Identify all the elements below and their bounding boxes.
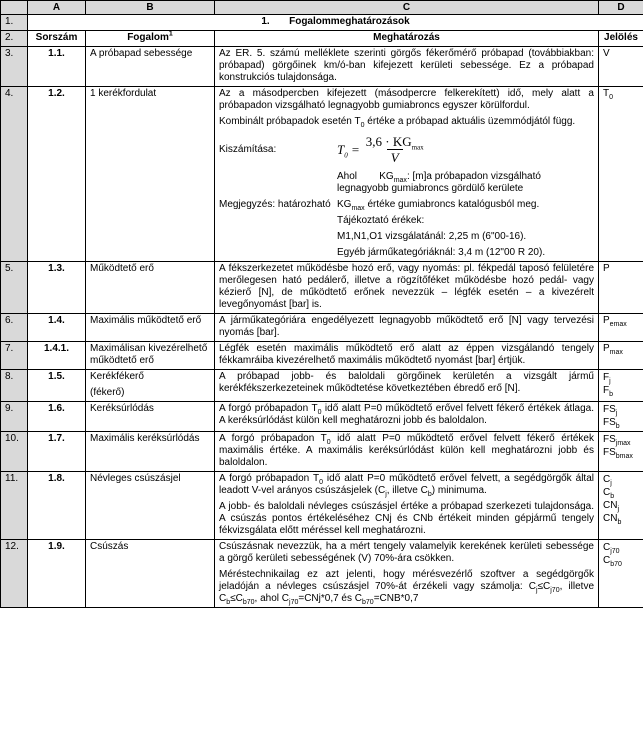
term-line: (fékerő) — [90, 387, 125, 398]
spacer — [219, 171, 337, 195]
text-run: T — [337, 141, 345, 157]
definition-paragraph — [219, 473, 594, 497]
item-number: 1.6. — [28, 402, 86, 432]
subscript: j — [609, 378, 611, 385]
subscript: b — [615, 423, 620, 430]
text-run: A forgó próbapadon T — [219, 403, 318, 414]
text-run: ) minimuma. — [431, 485, 487, 496]
subscript: j — [615, 410, 618, 417]
definition-paragraph: A jobb- és baloldali névleges csúszásjel értéke a próbapad szerkezeti tulajdonsága. A csúszás pontos értékeléséhez CNj és CNb értékeit minden gépjármű tengely fékvizsgálata előtt méréssel kell meghatározni. — [219, 501, 594, 536]
note-text — [337, 199, 594, 211]
symbol — [599, 314, 643, 342]
row-number: 9. — [1, 402, 28, 432]
header-fogalom-label: Fogalom — [127, 32, 169, 43]
text-run: F — [603, 372, 610, 383]
row-number: 2. — [1, 31, 28, 47]
info-line: M1,N1,O1 vizsgálatánál: 2,25 m (6"00-16). — [337, 231, 527, 242]
subscript: j70 — [289, 599, 299, 606]
symbol-line — [603, 433, 639, 446]
info-text — [337, 215, 594, 259]
table-row — [1, 472, 643, 540]
info-block — [219, 215, 594, 259]
text-run: , illetve C — [386, 485, 428, 496]
symbol-line — [603, 541, 639, 554]
subscript: max — [393, 177, 407, 184]
text-run: Méréstechnikailag ez azt jelenti, hogy mérésvezérlő szoftver a segédgörgők jeladóján a névleges csúszásjel 70%-át érzékeli vagy számolja: C — [219, 569, 594, 592]
text-run: FS — [603, 434, 616, 445]
symbol — [599, 87, 643, 262]
term: Csúszás — [86, 540, 215, 608]
text-run: KG — [379, 171, 394, 182]
row-number: 11. — [1, 472, 28, 540]
formula-denominator: V — [387, 149, 403, 165]
corner-cell — [1, 1, 28, 15]
text-run: C — [603, 542, 611, 553]
row-number: 1. — [1, 15, 28, 31]
text-run: ≤C — [230, 593, 243, 604]
definition: Az ER. 5. számú melléklete szerinti görgős fékerőmérő próbapad (továbbiakban: próbapad) görgőinek km/ó-ban kifejezett kerületi sebessége. Ez a próbapad konstrukciós tulajdonsága. — [215, 47, 599, 87]
subscript: j — [617, 506, 620, 513]
term: A próbapad sebessége — [86, 47, 215, 87]
subscript: b70 — [242, 599, 255, 606]
where-text — [337, 171, 594, 195]
term-line: Kerékfékerő — [90, 371, 144, 382]
symbol-line — [603, 499, 639, 512]
symbol-line — [603, 473, 639, 486]
text-run: P — [603, 315, 610, 326]
subscript: emax — [609, 321, 627, 328]
column-letter-d: D — [599, 1, 643, 15]
text-run: =CNj*0,7 és C — [298, 593, 362, 604]
formula-fraction — [366, 134, 424, 165]
text-run: FS — [603, 404, 616, 415]
definition: Légfék esetén maximális működtető erő alatt az éppen vizsgálandó tengely fékkamráiba kivezérelhető maximális működtető nyomást [bar] értjük. — [215, 342, 599, 370]
item-number: 1.7. — [28, 432, 86, 472]
subscript: 0 — [344, 151, 348, 160]
section-title-row — [1, 15, 643, 31]
table-row — [1, 402, 643, 432]
text-run: : [m]a próbapadon vizsgálható legnagyobb gumiabroncs gördülő kerülete — [337, 171, 541, 194]
text-run: , ahol C — [254, 593, 290, 604]
subscript: bmax — [615, 453, 633, 460]
subscript: 0 — [319, 479, 323, 486]
definition-paragraph: Csúszásnak nevezzük, ha a mért tengely valamelyik kerekének kerületi sebessége a görgő kerületi sebességének (V) 70%-ára csökken. — [219, 541, 594, 564]
calc-label: Kiszámítása: — [219, 143, 277, 155]
symbol-line — [603, 486, 639, 499]
header-jeloles: Jelölés — [599, 31, 643, 47]
text-run: C — [603, 474, 611, 485]
subscript: b — [610, 493, 615, 500]
table-row — [1, 432, 643, 472]
header-fogalom — [86, 31, 215, 47]
symbol — [599, 402, 643, 432]
term — [86, 370, 215, 402]
row-number: 5. — [1, 262, 28, 314]
row-number: 10. — [1, 432, 28, 472]
text-run: idő alatt P=0 működtető erővel felvett fékerő értékek átlaga. A keréksúrlódást külön kell meghatározni jobb és baloldalon. — [219, 403, 594, 426]
term: Névleges csúszásjel — [86, 472, 215, 540]
text-run: FS — [603, 447, 616, 458]
item-number: 1.4. — [28, 314, 86, 342]
text-run: A forgó próbapadon T — [219, 433, 327, 444]
row-number: 12. — [1, 540, 28, 608]
text-run: FS — [603, 417, 616, 428]
definition: A járműkategóriára engedélyezett legnagyobb működtető erő [N] vagy tervezési nyomás [bar]. — [215, 314, 599, 342]
column-letter-c: C — [215, 1, 599, 15]
table-row — [1, 262, 643, 314]
spacer — [219, 215, 337, 259]
subscript: max — [351, 205, 365, 212]
row-number: 3. — [1, 47, 28, 87]
symbol — [599, 370, 643, 402]
table-row — [1, 47, 643, 87]
text-run: C — [603, 555, 611, 566]
table-row — [1, 342, 643, 370]
row-number: 4. — [1, 87, 28, 262]
symbol-line — [603, 384, 639, 397]
subscript: 0 — [317, 409, 322, 416]
term: Maximális keréksúrlódás — [86, 432, 215, 472]
text-run: idő alatt P=0 működtető erővel felvett, a segédgörgők által leadott V-vel arányos csúszásjelek (C — [219, 473, 594, 496]
formula-numerator — [365, 134, 424, 152]
definition-paragraph — [219, 569, 594, 605]
text-run: P — [603, 343, 610, 354]
item-number: 1.5. — [28, 370, 86, 402]
subscript: jmax — [615, 440, 631, 447]
text-run: Ahol — [337, 171, 358, 182]
text-run: F — [603, 385, 610, 396]
item-number: 1.4.1. — [28, 342, 86, 370]
subscript: b70 — [362, 599, 374, 606]
table-row — [1, 540, 643, 608]
subscript: b — [617, 519, 622, 526]
text-run: értéke gumiabroncs katalógusból meg. — [364, 199, 540, 210]
term: Keréksúrlódás — [86, 402, 215, 432]
note-block — [219, 199, 594, 211]
subscript: max — [609, 349, 623, 356]
subscript: 0 — [360, 122, 365, 129]
text-run: C — [603, 487, 611, 498]
subscript: j — [610, 480, 612, 487]
subscript: j — [535, 587, 538, 594]
column-names-row — [1, 31, 643, 47]
term: Maximális működtető erő — [86, 314, 215, 342]
text-run: CN — [603, 500, 618, 511]
item-number: 1.1. — [28, 47, 86, 87]
definition — [215, 87, 599, 262]
info-title: Tájékoztató érékek: — [337, 215, 425, 226]
symbol-line — [603, 512, 639, 525]
symbol — [599, 472, 643, 540]
formula-lhs — [337, 141, 360, 160]
subscript: max — [411, 143, 424, 152]
text-run: A forgó próbapadon T — [219, 473, 320, 484]
definition — [215, 432, 599, 472]
term: Maximálisan kivezérelhető működtető erő — [86, 342, 215, 370]
text-run: =CNB*0,7 — [373, 593, 419, 604]
subscript: b — [226, 599, 231, 606]
info-line: Egyéb járműkategóriáknál: 3,4 m (12"00 R 20). — [337, 247, 546, 258]
table-row — [1, 370, 643, 402]
definition-paragraph: Az a másodpercben kifejezett (másodpercre felkerekített) idő, mely alatt a próbapadon vizsgálható legnagyobb gumiabroncs egyszer körülfordul. — [219, 88, 594, 111]
item-number: 1.9. — [28, 540, 86, 608]
column-letter-b: B — [86, 1, 215, 15]
text-run: CN — [603, 513, 618, 524]
text-run: értéke a próbapad aktuális üzemmódjától függ. — [364, 116, 576, 127]
symbol-line — [603, 403, 639, 416]
where-block — [219, 171, 594, 195]
footnote-marker: 1 — [168, 30, 173, 38]
table-row — [1, 314, 643, 342]
text-run: 3,6 · KG — [365, 134, 412, 149]
column-letter-a: A — [28, 1, 86, 15]
symbol-line — [603, 371, 639, 384]
symbol-line — [603, 554, 639, 567]
symbol: P — [599, 262, 643, 314]
header-sorszam: Sorszám — [28, 31, 86, 47]
table-row — [1, 87, 643, 262]
text-run: KG — [337, 199, 352, 210]
header-meghatarozas: Meghatározás — [215, 31, 599, 47]
definition — [215, 540, 599, 608]
symbol: V — [599, 47, 643, 87]
definition: A fékszerkezetet működésbe hozó erő, vagy nyomás: pl. fékpedál taposó felületére merőlegesen ható pedálerő, illetve a rögzítőféket működésbe hozó pedál- vagy kézierő [N], de működtető erőnek nevezzük – légfék esetén – a kivezérelt levegőnyomást [bar] is. — [215, 262, 599, 314]
symbol-line — [603, 446, 639, 459]
row-number: 7. — [1, 342, 28, 370]
item-number: 1.2. — [28, 87, 86, 262]
symbol — [599, 432, 643, 472]
subscript: j70 — [610, 548, 620, 555]
text-run: , illetve C — [219, 581, 594, 604]
subscript: b — [609, 391, 614, 398]
text-run: ≤C — [537, 581, 551, 592]
definition — [215, 402, 599, 432]
symbol — [599, 540, 643, 608]
definition-paragraph — [219, 116, 594, 128]
subscript: j — [385, 491, 387, 498]
item-number: 1.8. — [28, 472, 86, 540]
section-title: 1. Fogalommeghatározások — [28, 15, 643, 31]
row-number: 6. — [1, 314, 28, 342]
symbol — [599, 342, 643, 370]
text-run: Kombinált próbapadok esetén T — [219, 116, 361, 127]
formula-block — [219, 134, 594, 165]
column-letter-row — [1, 1, 643, 15]
subscript: b — [427, 491, 432, 498]
subscript: 0 — [326, 439, 331, 446]
text-run: idő alatt P=0 működtető erővel felvett fékerő értékek maximális értéke. A maximális keréksúrlódást külön kell meghatározni jobb és baloldalon. — [219, 433, 594, 468]
subscript: b70 — [610, 561, 622, 568]
subscript: j70 — [550, 587, 560, 594]
definition — [215, 472, 599, 540]
row-number: 8. — [1, 370, 28, 402]
definition: A próbapad jobb- és baloldali görgőinek kerületén a vizsgált jármű kerékfékszerkezeteinek működtetése következtében ébredő erő [N]. — [215, 370, 599, 402]
text-run: T — [603, 88, 610, 99]
symbol-line — [603, 416, 639, 429]
item-number: 1.3. — [28, 262, 86, 314]
term: 1 kerékfordulat — [86, 87, 215, 262]
term: Működtető erő — [86, 262, 215, 314]
note-label: Megjegyzés: határozható — [219, 199, 331, 210]
text-run: = — [350, 141, 360, 157]
subscript: 0 — [609, 94, 614, 101]
